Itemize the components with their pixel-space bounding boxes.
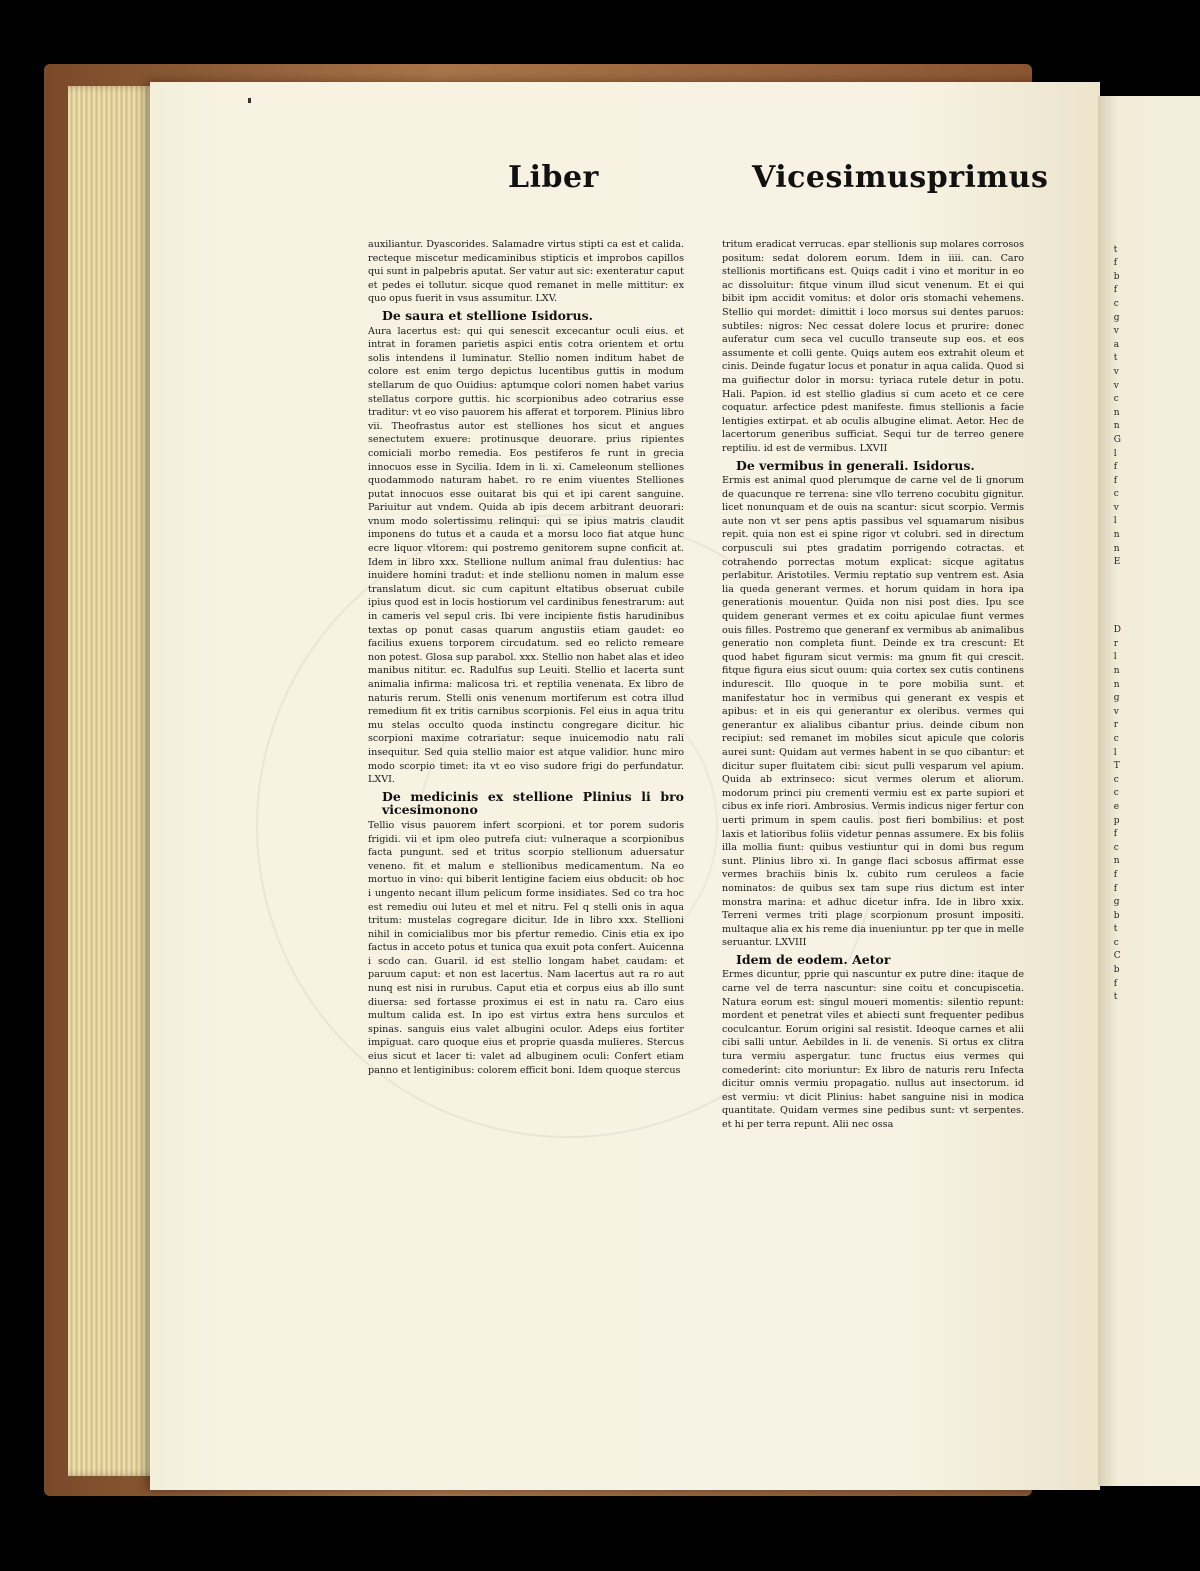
section-heading: Idem de eodem. Aetor [736,951,891,967]
page-edges [68,86,160,1476]
paragraph: auxiliantur. Dyascorides. Salamadre virtus stipti ca est et calida. recteque miscetur medicaminibus stipticis et improbos capillos qui sunt in palpebris aputat. Ser vatur aut sic: exenteratur caput et pedes ei tollutur. sicque quod remanet in melle mittitur: ex quo opus fuerit in vsus assumitur. LXV. [368,239,684,305]
paragraph: Ermes dicuntur, pprie qui nascuntur ex putre dine: itaque de carne vel de terra nascuntur: sine coitu et concupiscetia. Natura eorum est: singul moueri momentis: silentio repunt: mordent et penetrat viles et abiecti sunt frequenter pedibus coculcantur. Eorum origini sal resistit. Ideoque carnes et alii cibi salli untur. Aebildes in li. de venenis. Si ortus ex clitra tura vermiu aspergatur. tunc fructus eius vermes qui comederint: cito moriuntur: Ex libro de naturis reru Infecta dicitur omnis vermiu propagatio. nullus aut insectorum. id est vermiu: vt dicit Plinius: habet sanguine nisi in modica quantitate. Quidam vermes sine pedibus sunt: vt serpentes. et hi per terra repunt. Alii nec ossa [722,969,1024,1130]
paragraph: Aura lacertus est: qui qui senescit excecantur oculi eius. et intrat in foramen parietis aspici entis cotra orientem et ortu solis intendens il luminatur. Stellio nomen inditum habet de colore est enim tergo depictus lucentibus guttis in modum stellarum de quo Ouidius: aptumque colori nomen habet varius stellatus corpore guttis. hic scorpionibus adeo cotrarius esse traditur: vt eo viso pauorem his afferat et torporem. Plinius libro vii. Theofrastus autor est stelliones hos sicut et angues senectutem exuere: protinusque deuorare. prius ripientes comiciali morbo remedia. Eos pestiferos fe runt in grecia innocuos esse in Sycilia. Idem in li. xi. Cameleonum stelliones quodammodo naturam habet. ro re enim viuentes Stelliones putat innocuos esse ouitarat bis qui et ipi carent sanguine. Pariuitur aut vndem. Quida ab ipis decem arbitrant deuorari: vnum modo solertissimu relinqui: qui se ipius matris claudit imponens do tutus et a cauda et a morsu loco fiat atque hunc ecre liquor vltorem: qui postremo genitorem supne conficit at. Idem in libro xxx. Stellione nullum animal frau dulentius: hac inuidere homini tradut: et inde stellionu nomen in malum esse translatum dicut. sic cum capitunt eltatibus obseruat cubile ipius quod est in locis hostiorum vel cardinibus fenestrarum: aut in cameris vel sepul cris. Ibi vere incipiente fistis harudinibus textas op ponut casas quarum angustiis etiam gaudet: eo facilius exuens torporem circudatum. sed eo relicto remeare non potest. Glosa sup parabol. xxx. Stellio non habet alas et ideo manibus nititur. ec. Radulfus sup Leuiti. Stellio et lacerta sunt animalia infirma: malicosa tri. et reptilia venenata. Ex libro de naturis rerum. Stelli onis venenum mortiferum est cotra illud remedium fit ex tritis carnibus scorpionis. Fel eius in aqua tritu mu stelas occulto quoda instinctu congregare dicitur. hic scorpioni maxime cotrariatur: seque inuicemodio natu rali insequitur. Sed quia stellio maior est atque validior. hunc miro modo scorpio timet: ita vt eo viso sudore frigi do perfundatur. LXVI. [368,325,684,786]
text-column-left [368,238,684,1278]
section-heading: De medicinis ex stellione Plinius li bro vicesimonono [382,788,684,818]
paragraph: Ermis est animal quod plerumque de carne vel de li gnorum de quacunque re terrena: sine vllo terreno cocubitu gignitur. licet nonunquam et de ouis na scantur: sicut scorpio. Vermis aute non vt ser pens aptis passibus vel squamarum nisibus repit. quia non est ei spine rigor vt colubri. sed in directum corpusculi sui ptes gradatim porrigendo cotractas. et cotrahendo porrectas motum explicat: sicque agitatus perlabitur. Aristotiles. Vermiu reptatio sup ventrem est. Asia lia queda generant vermes. et horum quidam in hora ipa generationis mouentur. Quida non nisi post dies. Ipu sce quidem generant vermes et ex coitu apiculae fiunt vermes ouis filles. Postremo que generanf ex vermibus ab animalibus generatio non completa fiunt. Deinde ex tra crescunt: Et quod habet figuram sicut vermis: ma gnum fit qui crescit. fitque figura eius sicut ouum: quia cortex sex cutis continens indurescit. Illo quoque in te pore mobilia sunt. et manifestatur hoc in vermibus qui generant ex vespis et apibus: et in eis qui generantur ex oleribus. vermes qui generantur ex alialibus cibantur prius. deinde cibum non recipiut: sed remanet im mobiles sicut apicule que coloris aurei sunt: Quidam aut vermes habent in se quo cibantur: et dicitur super fluitatem cibi: sicut pulli vesparum vel apium. Quida ab extrinseco: sicut vermes olerum et aliorum. modorum princi piu crementi vermiu est ex parte supiori et cibus ex infe riori. Ambrosius. Vermis indicus niger fertur con uerti primum in spem caulis. post fieri bombilius: et post laxis et latioribus foliis videtur pennas assumere. Ex bis foliis illa mollia fiunt: quibus vestiuntur qui in domi bus regum sunt. Plinius libro xi. In gange flaci scbosus affirmat esse vermes brachiis binis lx. cubito rum ceruleos a facie nominatos: de quibus sex tam supe rius dictum est inter monstra marina: et adhuc dicetur infra. Ide in libro xxix. Terreni vermes triti plage scorpionum prosunt impositi. multaque alia ex his reme dia inueniuntur. pp ter que in melle seruantur. LXVIII [722,475,1024,949]
paragraph: Tellio visus pauorem infert scorpioni. et tor porem sudoris frigidi. vii et ipm oleo putrefa ciut: vulneraque a scorpionibus facta pungunt. sed et tritus scorpio stellionum aduersatur veneno. fit et malum e stellionibus medicamentum. Na eo mortuo in vino: qui biberit lentigine faciem eius obducit: ob hoc i ungento necant illum pelicum forme insidiates. Sed co tra hoc est remediu oui luteu et mel et nitru. Fel q stelli onis in aqua tritum: mustelas cogregare dicitur. Ide in libro xxx. Stellioni nihil in comicialibus mor bis pfertur remedio. Cinis etia ex ipo factus in acceto potus et tunica qua exuit pota confert. Auicenna i scdo can. Guaril. id est stellio longam habet caudam: et paruum caput: et non est lacertus. Nam lacertus aut ra ro aut nunq est nisi in rurubus. Caput etia et corpus eius ab illo sunt diuersa: sed fortasse proximus ei est in natu ra. Caro eius multum calida est. In ipo est virtus extra hens surculos et spinas. sanguis eius valet albugini oculor. Adeps eius fortiter impiguat. caro quoque eius et proprie quasda mulieres. Stercus eius sicut et lacer ti: valet ad albuginem oculi: Confert etiam panno et lentiginibus: colorem efficit boni. Idem quoque stercus [368,819,684,1076]
running-head-left: Liber [508,160,599,195]
paragraph: tritum eradicat verrucas. epar stellionis sup molares corrosos positum: sedat dolorem eorum. Idem in iiii. can. Caro stellionis mortificans est. Quiqs cadit i vino et moritur in eo ac dissoluitur: fitque vinum illud sicut venenum. Et ei qui bibit ipm accidit vomitus: et dolor oris stomachi vehemens. Stellio qui mordet: dimittit i loco morsus sui dentes paruos: subtiles: nigros: Nec cessat dolere locus et prurire: donec auferatur cum seca vel cucullo transeute sup eos. et eos assumente et colli gente. Quiqs autem eos extrahit oleum et cinis. Deinde fugatur locus et ponatur in aqua calida. Quod si ma guifiectur dolor in morsu: tyriaca rutele detur in potu. Hali. Papion. id est stellio gladius si cum aceto et ce cere coquatur. arfectice pdest manifeste. fimus stellionis a facie lentigies extirpat. et ab oculis albugine elimat. Aetor. Hec de lacertorum generibus sufficiat. Sequi tur de terreo genere reptiliu. id est de vermibus. LXVII [722,239,1024,454]
running-head-right: Vicesimusprimus [752,160,1049,195]
text-column-right [722,238,1024,1278]
facing-page-text: t f b f c g v a t v v c n n G l f f c v l n n E D r l n n g v r c l T c c e p f c n f f g b t c C b f t [1113,244,1121,1003]
section-heading: De vermibus in generali. Isidorus. [736,457,975,473]
section-heading: De saura et stellione Isidorus. [382,307,593,323]
page-mark [248,98,251,103]
